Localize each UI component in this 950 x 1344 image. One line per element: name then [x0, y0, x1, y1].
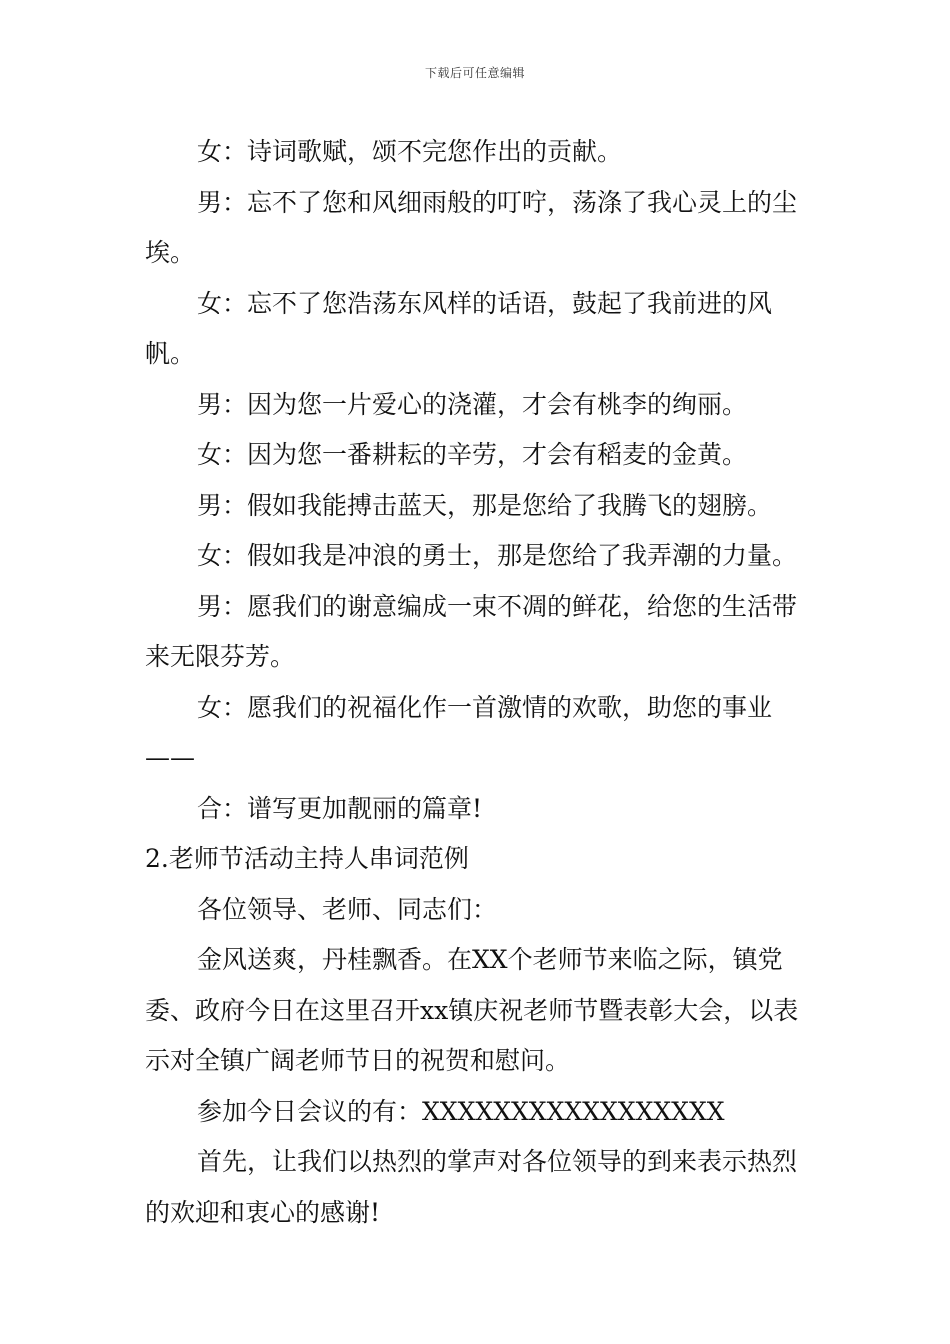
document-body	[145, 127, 807, 1238]
paragraph: 男：因为您一片爱心的浇灌，才会有桃李的绚丽。	[197, 389, 748, 419]
paragraph: 金风送爽，丹桂飘香。在XX个老师节来临之际，镇党委、政府今日在这里召开xx镇庆祝老师节暨表彰大会，以表示对全镇广阔老师节日的祝贺和慰问。	[145, 945, 799, 1075]
paragraph: 男：假如我能搏击蓝天，那是您给了我腾飞的翅膀。	[197, 490, 773, 520]
paragraph: 女：忘不了您浩荡东风样的话语，鼓起了我前进的风帆。	[145, 288, 773, 368]
paragraph: 男：忘不了您和风细雨般的叮咛，荡涤了我心灵上的尘埃。	[145, 187, 798, 267]
paragraph: 女：因为您一番耕耘的辛劳，才会有稻麦的金黄。	[197, 440, 748, 469]
section-heading: 2.老师节活动主持人串词范例	[145, 844, 469, 873]
paragraph: 女：假如我是冲浪的勇士，那是您给了我弄潮的力量。	[197, 541, 798, 570]
page-header: 下载后可任意编辑	[424, 66, 525, 80]
paragraph: 合：谱写更加靓丽的篇章!	[197, 793, 483, 823]
paragraph: 首先，让我们以热烈的掌声对各位领导的到来表示热烈的欢迎和衷心的感谢!	[145, 1147, 798, 1227]
paragraph: 女：愿我们的祝福化作一首激情的欢歌，助您的事业——	[145, 692, 773, 772]
paragraph: 各位领导、老师、同志们：	[197, 894, 498, 924]
paragraph: 参加今日会议的有：XXXXXXXXXXXXXXXXX	[197, 1096, 725, 1126]
paragraph: 男：愿我们的谢意编成一束不凋的鲜花，给您的生活带来无限芬芳。	[145, 591, 798, 671]
paragraph: 女：诗词歌赋，颂不完您作出的贡献。	[197, 137, 623, 166]
